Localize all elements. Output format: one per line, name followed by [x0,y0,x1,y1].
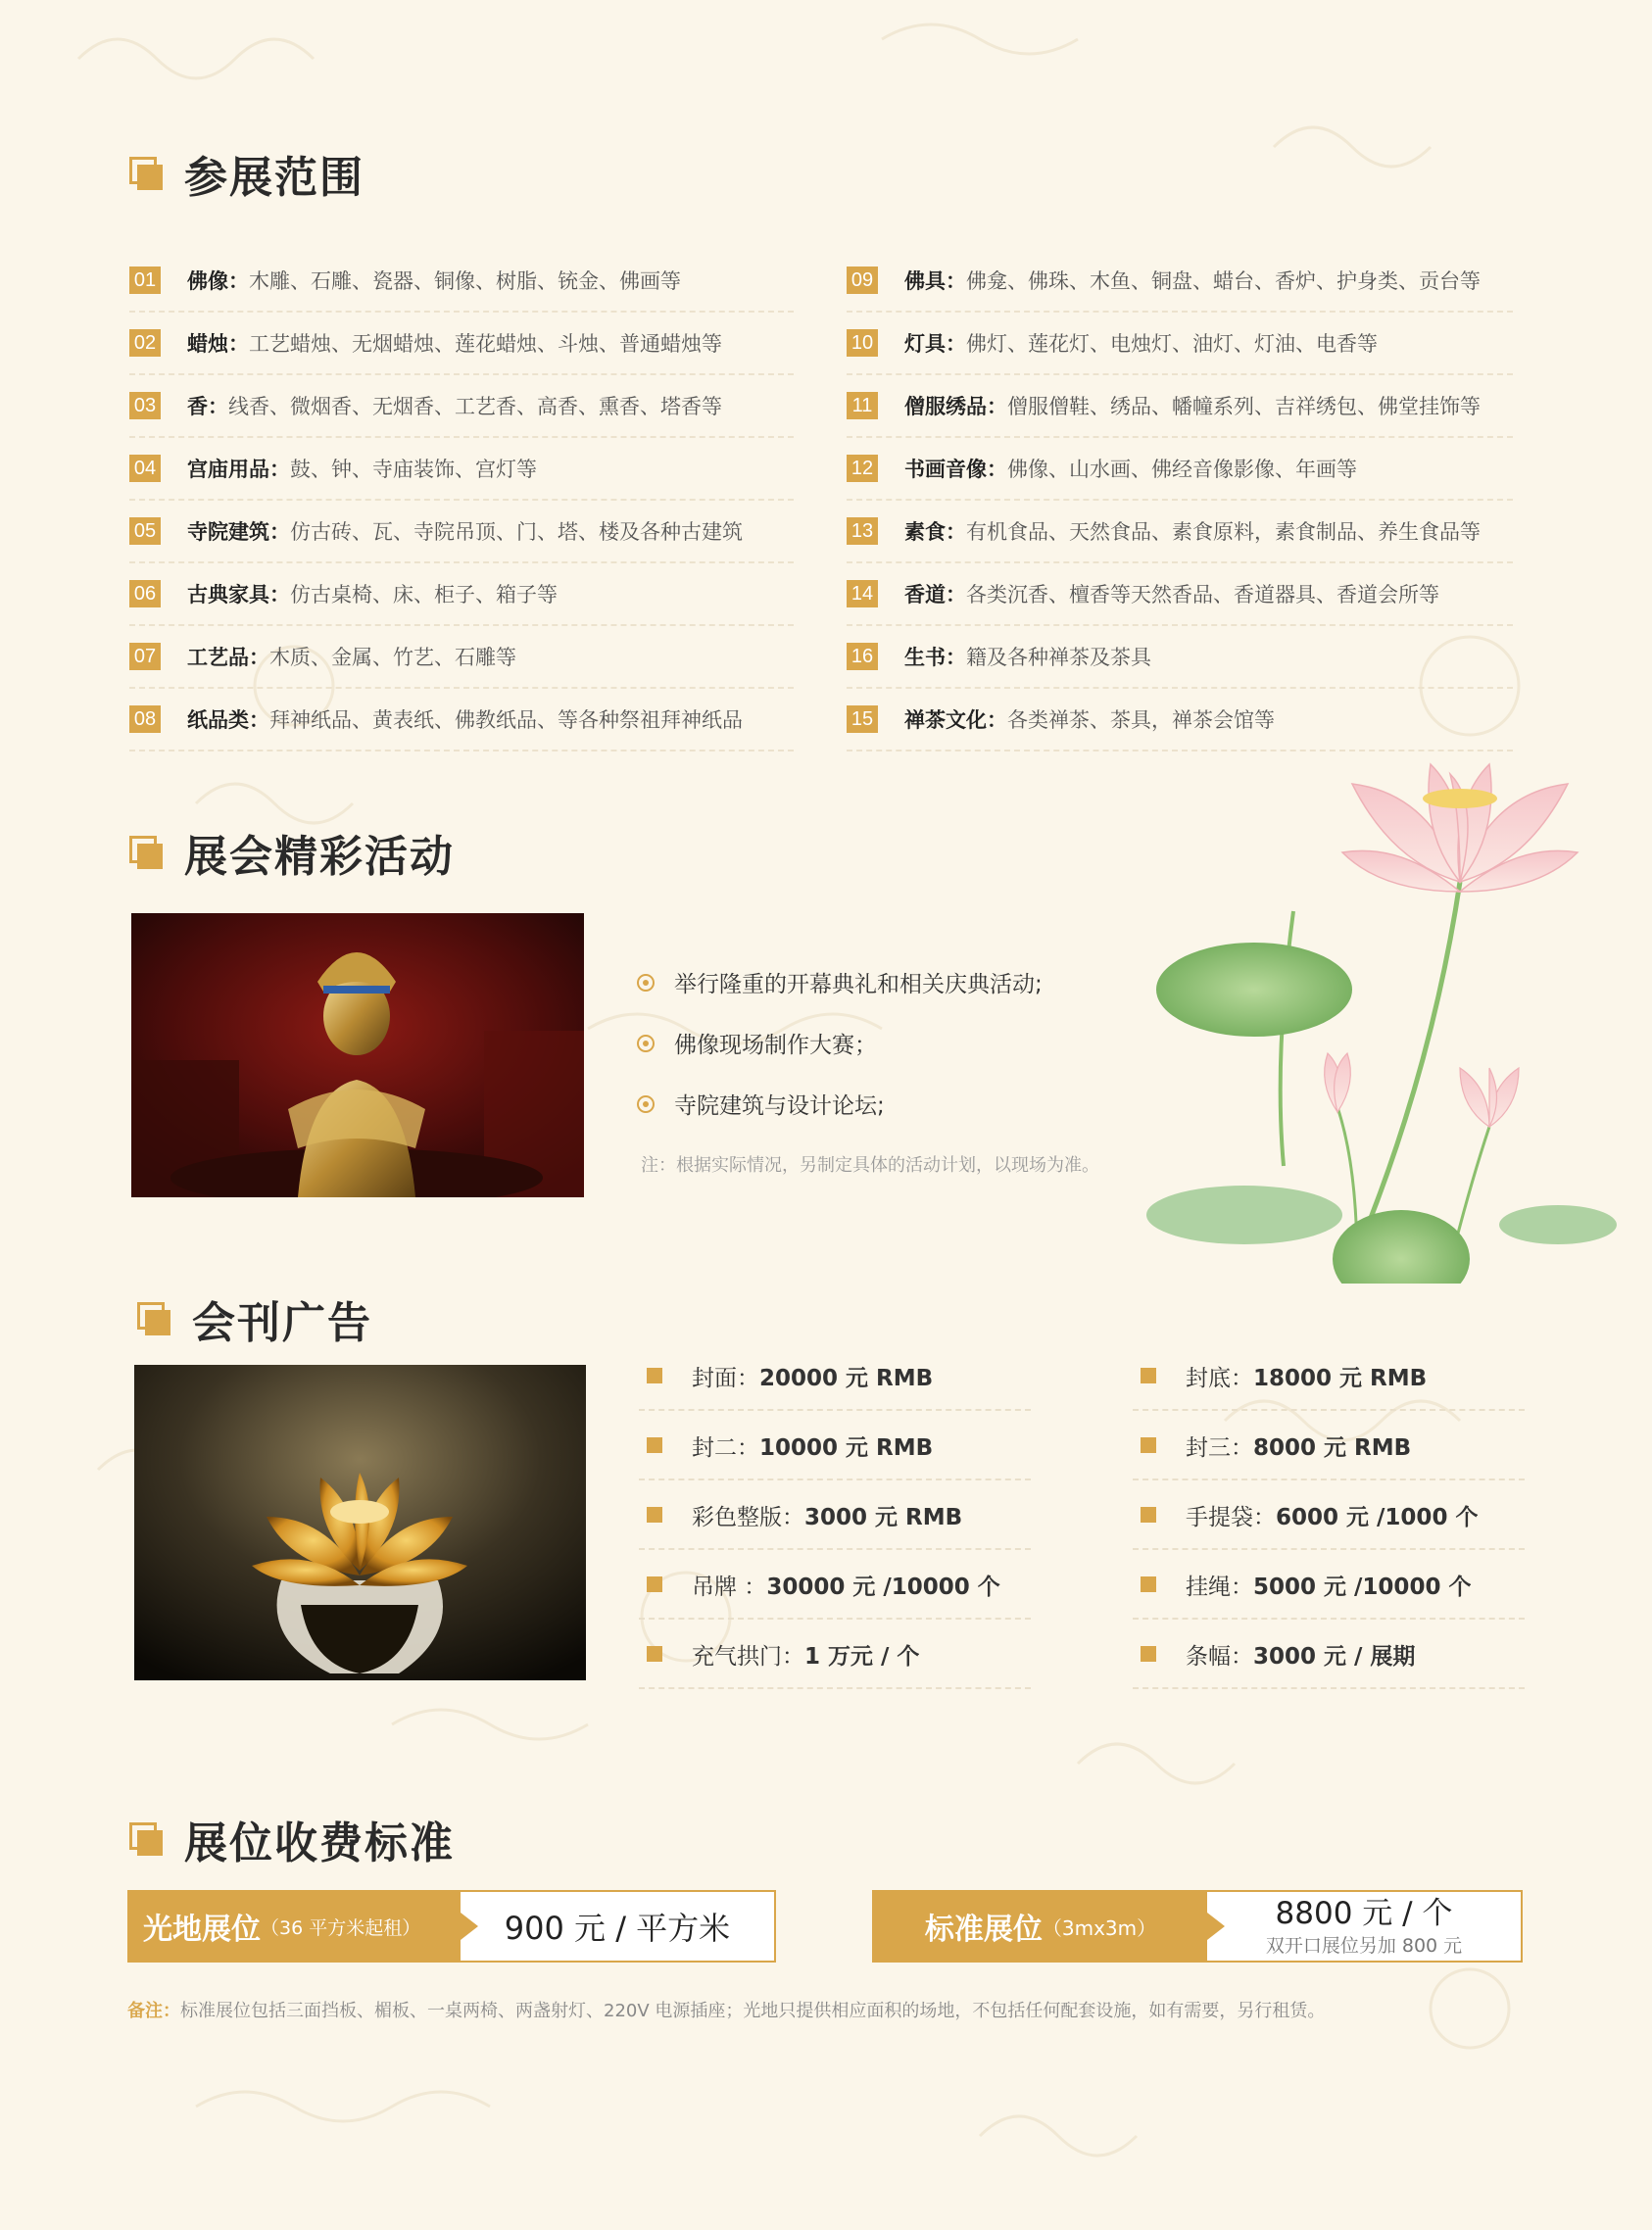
ad-price-item [639,1481,1031,1550]
scope-item-name: 禅茶文化： [904,708,1007,732]
lotus-illustration [1127,735,1617,1284]
scope-item-text [904,642,1151,671]
ad-label: 封底： [1186,1365,1253,1391]
scope-item-name: 佛像： [187,269,249,293]
ad-label: 充气拱门： [692,1643,804,1670]
ad-price: 18000 元 RMB [1253,1365,1428,1391]
ad-price-item [639,1551,1031,1620]
scope-item-text [187,328,722,358]
scope-item-text [904,579,1439,608]
bullet-circle-icon [637,1035,655,1052]
scope-item [129,563,794,626]
ad-price: 1 万元 / 个 [804,1643,920,1670]
raw-space-price: 900 元 / 平方米 [504,1910,731,1947]
ad-price-item [1133,1342,1525,1411]
bullet-circle-icon [637,974,655,992]
ad-price: 8000 元 RMB [1253,1434,1412,1461]
activity-note: 注：根据实际情况，另制定具体的活动计划，以现场为准。 [641,1155,1099,1176]
scope-item-desc: 佛像、山水画、佛经音像影像、年画等 [1007,458,1357,481]
section-title-fees: 展位收费标准 [129,1808,455,1870]
bullet-square-icon [1141,1507,1156,1523]
scope-item-desc: 拜神纸品、黄表纸、佛教纸品、等各种祭祖拜神纸品 [269,708,743,732]
ad-label: 吊牌 ： [692,1574,767,1600]
scope-item-name: 生书： [904,646,966,669]
scope-item-text [187,454,537,483]
scope-item [847,563,1513,626]
buddha-statue-photo [131,913,584,1197]
ad-price: 5000 元 /10000 个 [1253,1574,1472,1600]
scope-item-name: 灯具： [904,332,966,356]
activity-item-3: 寺院建筑与设计论坛; [637,1088,885,1120]
item-number-badge: 03 [129,392,161,419]
scope-item [847,250,1513,313]
item-number-badge: 04 [129,455,161,482]
scope-item-desc: 仿古桌椅、床、柜子、箱子等 [290,583,558,606]
ad-label: 挂绳： [1186,1574,1253,1600]
ad-label: 手提袋： [1186,1504,1276,1530]
ad-price-item [639,1412,1031,1480]
scope-item-desc: 有机食品、天然食品、素食原料，素食制品、养生食品等 [966,520,1481,544]
item-number-badge: 01 [129,267,161,294]
scope-item-desc: 佛灯、莲花灯、电烛灯、油灯、灯油、电香等 [966,332,1378,356]
fees-footnote: 备注：标准展位包括三面挡板、楣板、一桌两椅、两盏射灯、220V 电源插座；光地只提供相应面积的场地，不包括任何配套设施，如有需要，另行租赁。 [127,2001,1326,2021]
scope-item-desc: 佛龛、佛珠、木鱼、铜盘、蜡台、香炉、护身类、贡台等 [966,269,1481,293]
ad-price: 6000 元 /1000 个 [1276,1504,1479,1530]
bullet-square-icon [647,1368,662,1383]
ad-price-item [1133,1481,1525,1550]
scope-item-desc: 木质、金属、竹艺、石雕等 [269,646,516,669]
item-number-badge: 13 [847,517,878,545]
activity-item-2: 佛像现场制作大赛； [637,1027,877,1059]
scope-item [847,438,1513,501]
ad-price: 3000 元 / 展期 [1253,1643,1416,1670]
scope-item-name: 香： [187,395,228,418]
title-square-icon [137,1302,170,1335]
bullet-square-icon [647,1576,662,1592]
scope-item-name: 工艺品： [187,646,269,669]
scope-item-text [187,704,743,734]
scope-item-text [904,266,1481,295]
bullet-square-icon [647,1437,662,1453]
scope-item-desc: 籍及各种禅茶及茶具 [966,646,1151,669]
ad-price-item [1133,1621,1525,1689]
item-number-badge: 10 [847,329,878,357]
section-title-activity: 展会精彩活动 [129,821,455,884]
scope-item [129,313,794,375]
scope-item [129,375,794,438]
scope-item [129,501,794,563]
ad-label: 封面： [692,1365,759,1391]
item-number-badge: 06 [129,580,161,607]
bullet-square-icon [1141,1368,1156,1383]
section-title-scope: 参展范围 [129,142,364,205]
scope-item-name: 寺院建筑： [187,520,290,544]
ad-price-item [639,1621,1031,1689]
section-title-ads: 会刊广告 [137,1287,372,1350]
ad-price-item [1133,1412,1525,1480]
scope-item-desc: 鼓、钟、寺庙装饰、宫灯等 [290,458,537,481]
scope-item-text [904,516,1481,546]
scope-item [847,375,1513,438]
bullet-square-icon [1141,1576,1156,1592]
ad-label: 封三： [1186,1434,1253,1461]
bullet-square-icon [647,1507,662,1523]
standard-booth-price-box [872,1890,1523,1963]
item-number-badge: 09 [847,267,878,294]
scope-item-text [187,642,516,671]
scope-item-name: 素食： [904,520,966,544]
scope-item-name: 香道： [904,583,966,606]
standard-booth-label: 标准展位 （3mx3m） [874,1892,1207,1961]
item-number-badge: 02 [129,329,161,357]
scope-item [129,689,794,751]
golden-lotus-photo [134,1365,586,1680]
ad-price-item [1133,1551,1525,1620]
title-square-icon [129,836,163,869]
bullet-circle-icon [637,1095,655,1113]
scope-item-desc: 线香、微烟香、无烟香、工艺香、高香、熏香、塔香等 [228,395,722,418]
bullet-square-icon [647,1646,662,1662]
item-number-badge: 15 [847,705,878,733]
raw-space-label: 光地展位 （36 平方米起租） [129,1892,461,1961]
ad-price: 3000 元 RMB [804,1504,963,1530]
scope-item-name: 古典家具： [187,583,290,606]
item-number-badge: 07 [129,643,161,670]
activity-item-1: 举行隆重的开幕典礼和相关庆典活动; [637,966,1043,998]
scope-item-text [187,579,558,608]
scope-item-name: 僧服绣品： [904,395,1007,418]
scope-item-text [187,266,681,295]
item-number-badge: 14 [847,580,878,607]
item-number-badge: 11 [847,392,878,419]
ad-price: 30000 元 /10000 个 [766,1574,1000,1600]
scope-item-desc: 僧服僧鞋、绣品、幡幢系列、吉祥绣包、佛堂挂饰等 [1007,395,1481,418]
scope-list-left [129,250,794,751]
item-number-badge: 08 [129,705,161,733]
scope-item-text [904,391,1481,420]
title-square-icon [129,1822,163,1856]
item-number-badge: 05 [129,517,161,545]
ad-price-item [639,1342,1031,1411]
scope-item-desc: 各类禅茶、茶具，禅茶会馆等 [1007,708,1275,732]
scope-list-right [847,250,1513,751]
bullet-square-icon [1141,1437,1156,1453]
item-number-badge: 16 [847,643,878,670]
raw-space-price-box [127,1890,776,1963]
scope-item [129,438,794,501]
ad-label: 条幅： [1186,1643,1253,1670]
ad-price: 10000 元 RMB [759,1434,934,1461]
scope-item-desc: 木雕、石雕、瓷器、铜像、树脂、铳金、佛画等 [249,269,681,293]
scope-item-text [904,328,1378,358]
scope-item-name: 佛具： [904,269,966,293]
scope-item-text [904,454,1357,483]
scope-item [847,626,1513,689]
item-number-badge: 12 [847,455,878,482]
scope-item-name: 纸品类： [187,708,269,732]
scope-item [129,626,794,689]
scope-item [847,501,1513,563]
scope-item-desc: 仿古砖、瓦、寺院吊顶、门、塔、楼及各种古建筑 [290,520,743,544]
scope-item-text [187,391,722,420]
scope-item [129,250,794,313]
scope-item-name: 书画音像： [904,458,1007,481]
ad-label: 彩色整版： [692,1504,804,1530]
scope-item-text [904,704,1275,734]
bullet-square-icon [1141,1646,1156,1662]
scope-item-desc: 各类沉香、檀香等天然香品、香道器具、香道会所等 [966,583,1439,606]
ad-label: 封二： [692,1434,759,1461]
scope-item [847,313,1513,375]
ad-price: 20000 元 RMB [759,1365,934,1391]
standard-booth-price: 8800 元 / 个 双开口展位另加 800 元 [1265,1895,1463,1957]
scope-item-desc: 工艺蜡烛、无烟蜡烛、莲花蜡烛、斗烛、普通蜡烛等 [249,332,722,356]
scope-item-name: 蜡烛： [187,332,249,356]
title-square-icon [129,157,163,190]
scope-item-name: 宫庙用品： [187,458,290,481]
scope-item-text [187,516,743,546]
